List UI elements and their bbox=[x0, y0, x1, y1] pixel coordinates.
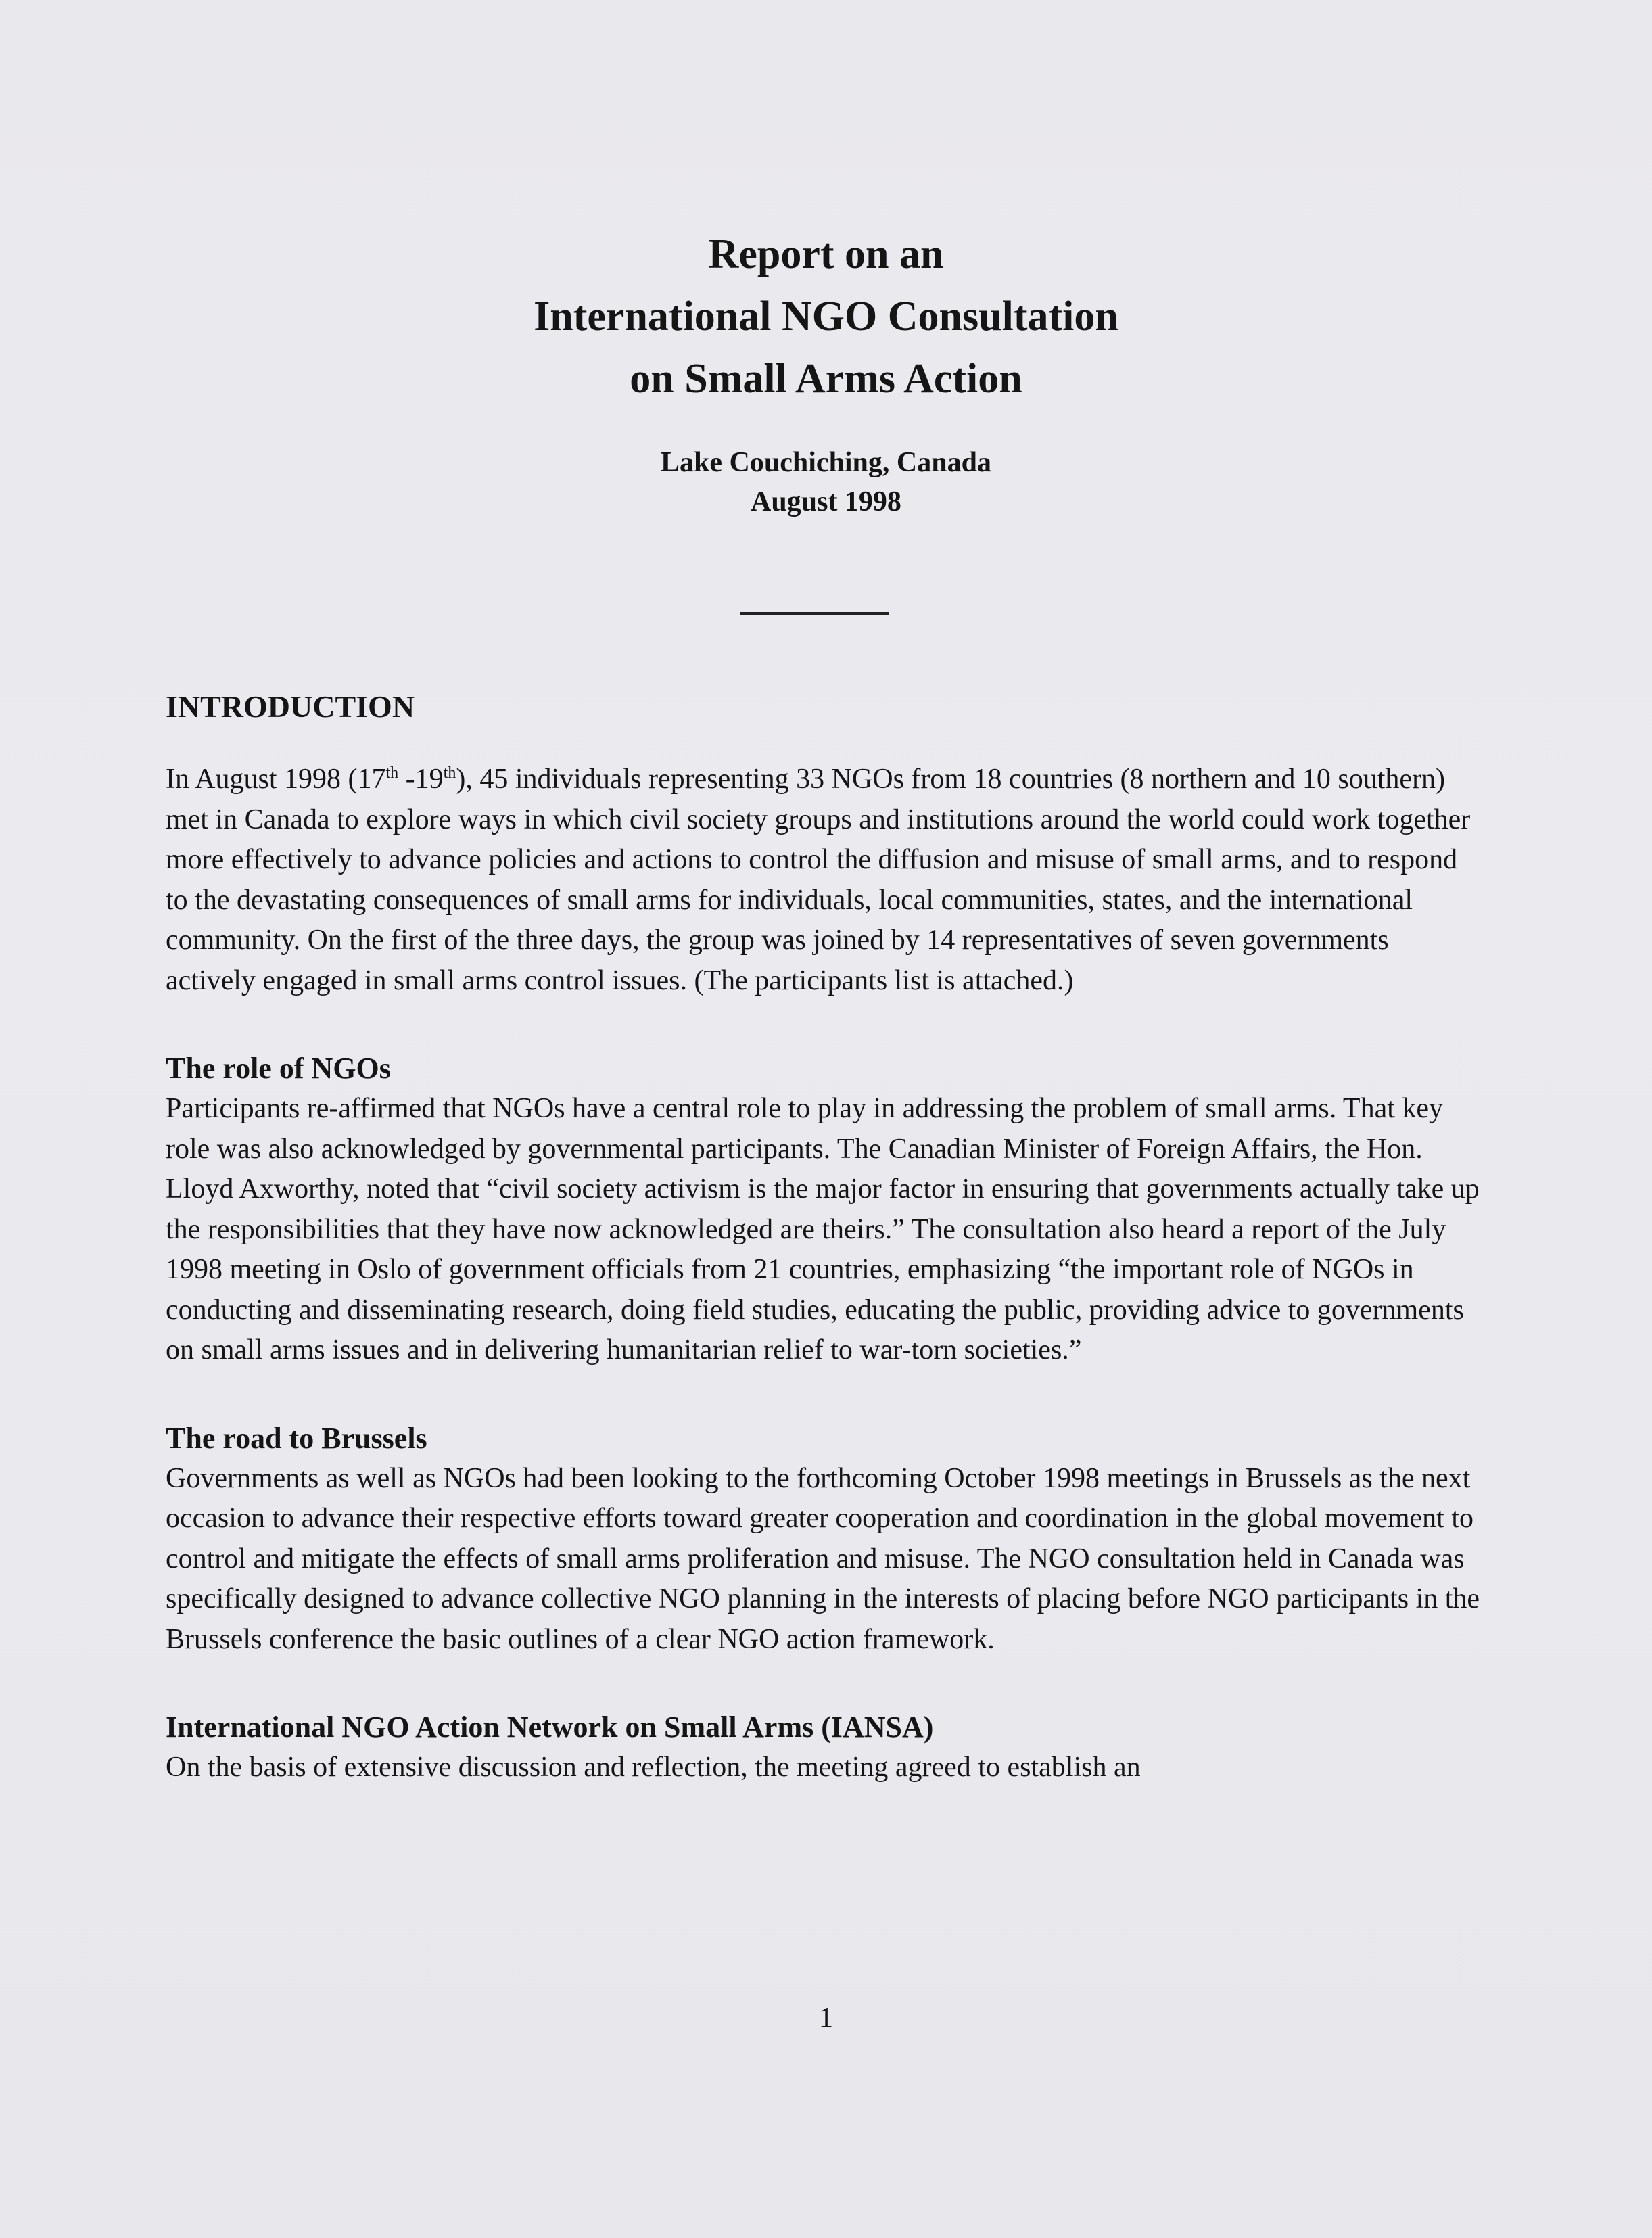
document-subtitle bbox=[0, 443, 1652, 521]
date-line: August 1998 bbox=[751, 486, 901, 517]
intro-superscript-1: th bbox=[385, 764, 399, 782]
section-spacer bbox=[166, 1371, 1484, 1418]
intro-text-start: In August 1998 (17 bbox=[166, 764, 386, 795]
section-spacer bbox=[166, 1001, 1484, 1048]
introduction-section bbox=[166, 686, 1484, 1001]
page-number: 1 bbox=[819, 2003, 833, 2034]
section-spacer bbox=[166, 1660, 1484, 1707]
title-divider bbox=[740, 612, 889, 615]
document-body bbox=[166, 686, 1484, 1788]
introduction-paragraph bbox=[166, 760, 1484, 1001]
title-line-1: Report on an bbox=[708, 231, 944, 277]
title-line-3: on Small Arms Action bbox=[630, 356, 1022, 402]
intro-superscript-2: th bbox=[443, 764, 456, 782]
road-to-brussels-heading: The road to Brussels bbox=[166, 1421, 427, 1455]
title-line-2: International NGO Consultation bbox=[534, 294, 1118, 340]
introduction-heading: INTRODUCTION bbox=[166, 689, 415, 724]
iansa-heading: International NGO Action Network on Small Arms (IANSA) bbox=[166, 1710, 934, 1744]
role-of-ngos-paragraph: Participants re-affirmed that NGOs have a central role to play in addressing the problem of small arms. That key role was also acknowledged by governmental participants. The Canadian Minister of Foreign Affairs, the Hon. Lloyd Axworthy, noted that “civil society activism is the major factor in ensuring that governments actually take up the responsibilities that they have now acknowledged are theirs.” The consultation also heard a report of the July 1998 meeting in Oslo of government officials from 21 countries, emphasizing “the important role of NGOs in conducting and disseminating research, doing field studies, educating the public, providing advice to governments on small arms issues and in delivering humanitarian relief to war-torn societies.” bbox=[166, 1093, 1480, 1366]
location-line: Lake Couchiching, Canada bbox=[661, 447, 991, 478]
document-title bbox=[0, 223, 1652, 410]
iansa-paragraph: On the basis of extensive discussion and reflection, the meeting agreed to establish an bbox=[166, 1752, 1141, 1783]
intro-text-middle: -19 bbox=[398, 764, 444, 795]
role-of-ngos-section bbox=[166, 1048, 1484, 1371]
road-to-brussels-paragraph: Governments as well as NGOs had been looking to the forthcoming October 1998 meetings in Brussels as the next occasion to advance their respective efforts toward greater cooperation and coordination in the global movement to control and mitigate the effects of small arms proliferation and misuse. The NGO consultation held in Canada was specifically designed to advance collective NGO planning in the interests of placing before NGO participants in the Brussels conference the basic outlines of a clear NGO action framework. bbox=[166, 1462, 1480, 1655]
role-of-ngos-heading: The role of NGOs bbox=[166, 1052, 391, 1085]
road-to-brussels-section bbox=[166, 1418, 1484, 1660]
iansa-section bbox=[166, 1707, 1484, 1788]
intro-text-rest: ), 45 individuals representing 33 NGOs from 18 countries (8 northern and 10 southern) met in Canada to explore ways in which civil society groups and institutions around the world could work together more effectively to advance policies and actions to control the diffusion and misuse of small arms, and to respond to the devastating consequences of small arms for individuals, local communities, states, and the international community. On the first of the three days, the group was joined by 14 representatives of seven governments actively engaged in small arms control issues. (The participants list is attached.) bbox=[166, 764, 1471, 996]
